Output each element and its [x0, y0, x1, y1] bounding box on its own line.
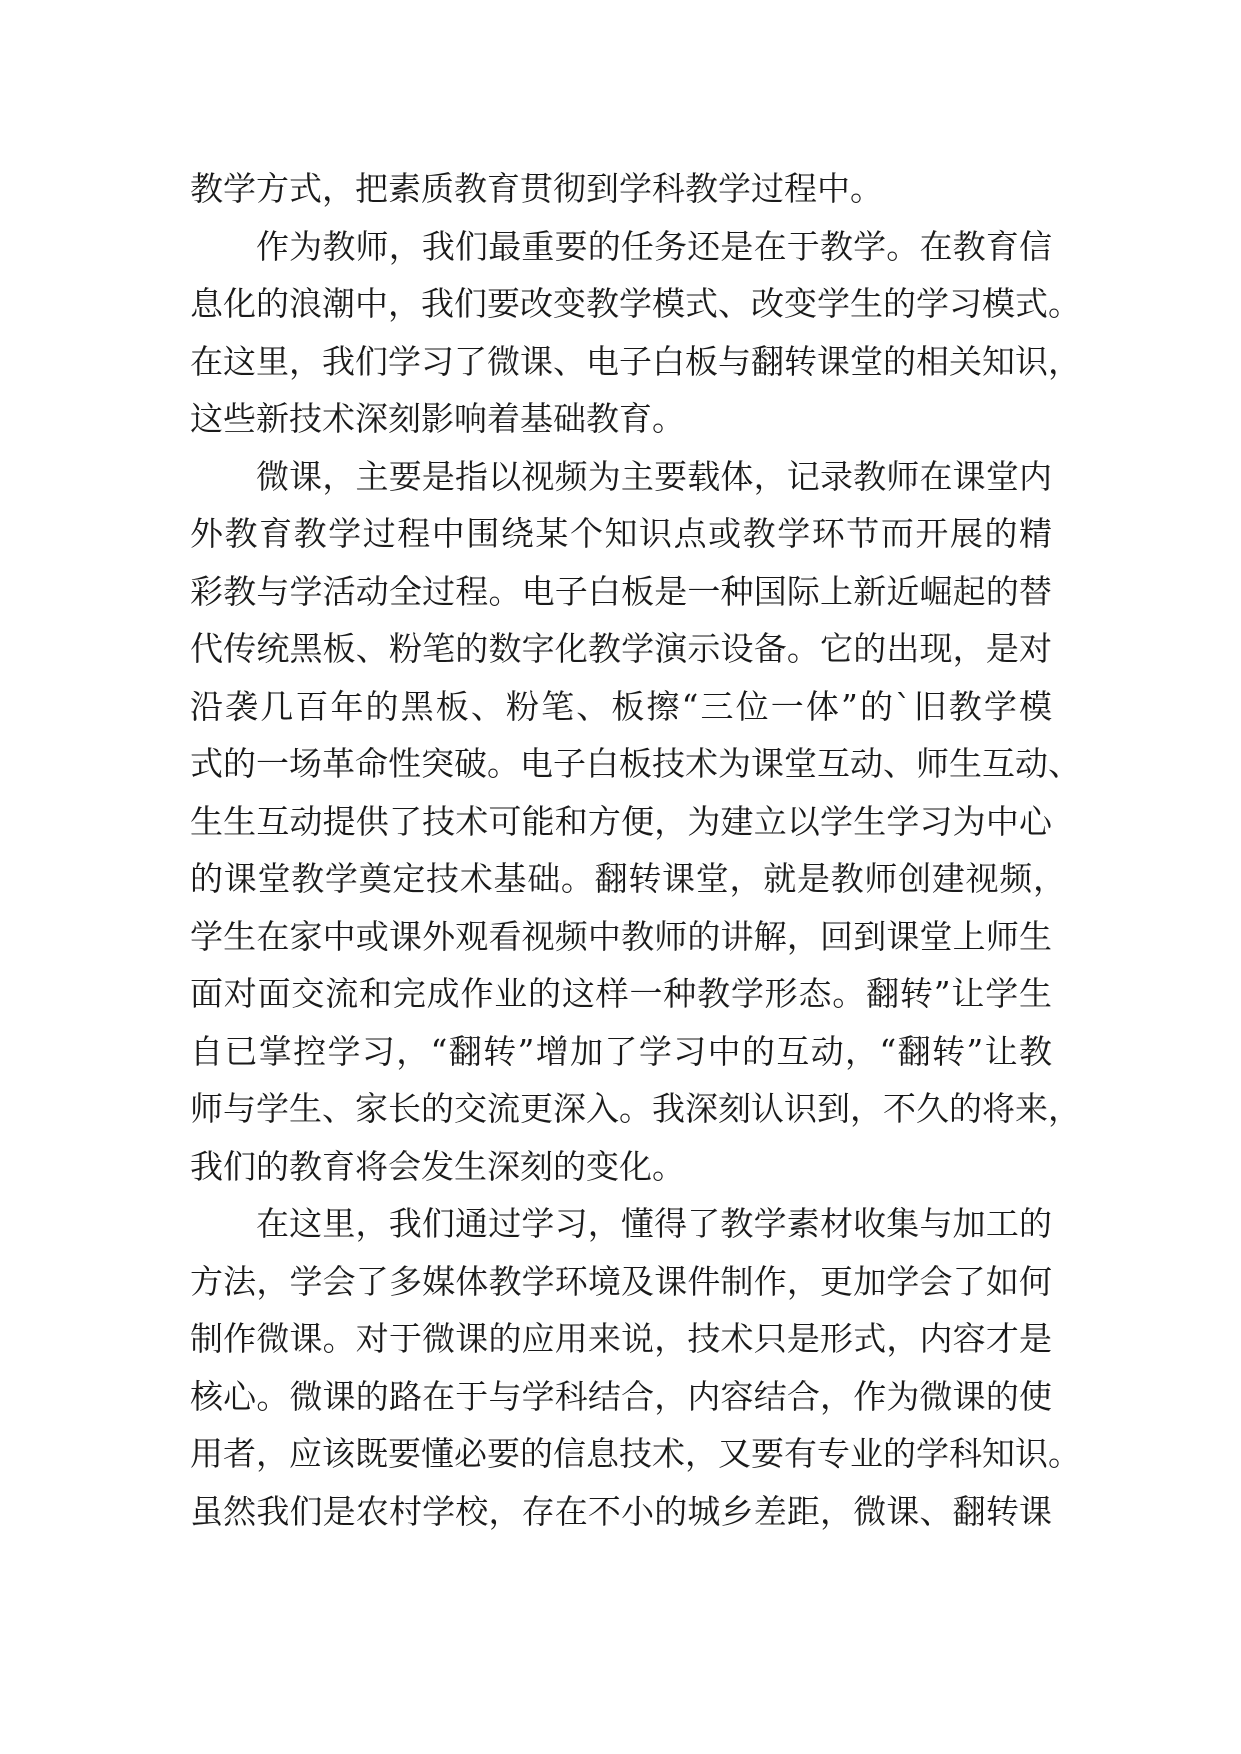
document-body [190, 160, 1081, 1540]
paragraph-4-line-2: 方法，学会了多媒体教学环境及课件制作，更加学会了如何 [190, 1261, 1052, 1301]
paragraph-2-line-3: 在这里，我们学习了微课、电子白板与翻转课堂的相关知识， [190, 341, 1081, 381]
paragraph-3-line-3: 彩教与学活动全过程。电子白板是一种国际上新近崛起的替 [190, 571, 1052, 611]
paragraph-2-line-4: 这些新技术深刻影响着基础教育。 [190, 399, 685, 438]
paragraph-3-line-5: 沿袭几百年的黑板、粉笔、板擦“三位一体”的`旧教学模 [190, 686, 1052, 726]
paragraph-3-line-13: 我们的教育将会发生深刻的变化。 [190, 1146, 685, 1186]
paragraph-3-line-9: 学生在家中或课外观看视频中教师的讲解，回到课堂上师生 [190, 916, 1052, 956]
paragraph-1-line-1: 教学方式，把素质教育贯彻到学科教学过程中。 [190, 169, 883, 208]
paragraph-2-line-1: 作为教师，我们最重要的任务还是在于教学。在教育信 [256, 226, 1052, 266]
paragraph-4-line-3: 制作微课。对于微课的应用来说，技术只是形式，内容才是 [190, 1319, 1052, 1358]
paragraph-4-line-5: 用者，应该既要懂必要的信息技术，又要有专业的学科知识。 [190, 1434, 1081, 1473]
paragraph-3-line-6: 式的一场革命性突破。电子白板技术为课堂互动、师生互动、 [190, 744, 1081, 783]
paragraph-3-line-10: 面对面交流和完成作业的这样一种教学形态。翻转”让学生 [190, 974, 1052, 1013]
paragraph-3-line-8: 的课堂教学奠定技术基础。翻转课堂，就是教师创建视频， [190, 859, 1066, 898]
paragraph-4-line-4: 核心。微课的路在于与学科结合，内容结合，作为微课的使 [190, 1376, 1052, 1416]
paragraph-3-line-1: 微课，主要是指以视频为主要载体，记录教师在课堂内 [256, 456, 1052, 496]
paragraph-3-line-11: 自已掌控学习，“翻转”增加了学习中的互动，“翻转”让教 [190, 1031, 1052, 1071]
paragraph-4-line-6: 虽然我们是农村学校，存在不小的城乡差距，微课、翻转课 [190, 1491, 1052, 1531]
paragraph-3-line-2: 外教育教学过程中围绕某个知识点或教学环节而开展的精 [190, 514, 1052, 553]
paragraph-3-line-12: 师与学生、家长的交流更深入。我深刻认识到，不久的将来， [190, 1089, 1081, 1128]
paragraph-2-line-2: 息化的浪潮中，我们要改变教学模式、改变学生的学习模式。 [190, 284, 1081, 323]
paragraph-3-line-7: 生生互动提供了技术可能和方便，为建立以学生学习为中心 [190, 801, 1052, 841]
paragraph-4-line-1: 在这里，我们通过学习，懂得了教学素材收集与加工的 [256, 1204, 1052, 1243]
paragraph-3-line-4: 代传统黑板、粉笔的数字化教学演示设备。它的出现，是对 [190, 629, 1052, 668]
